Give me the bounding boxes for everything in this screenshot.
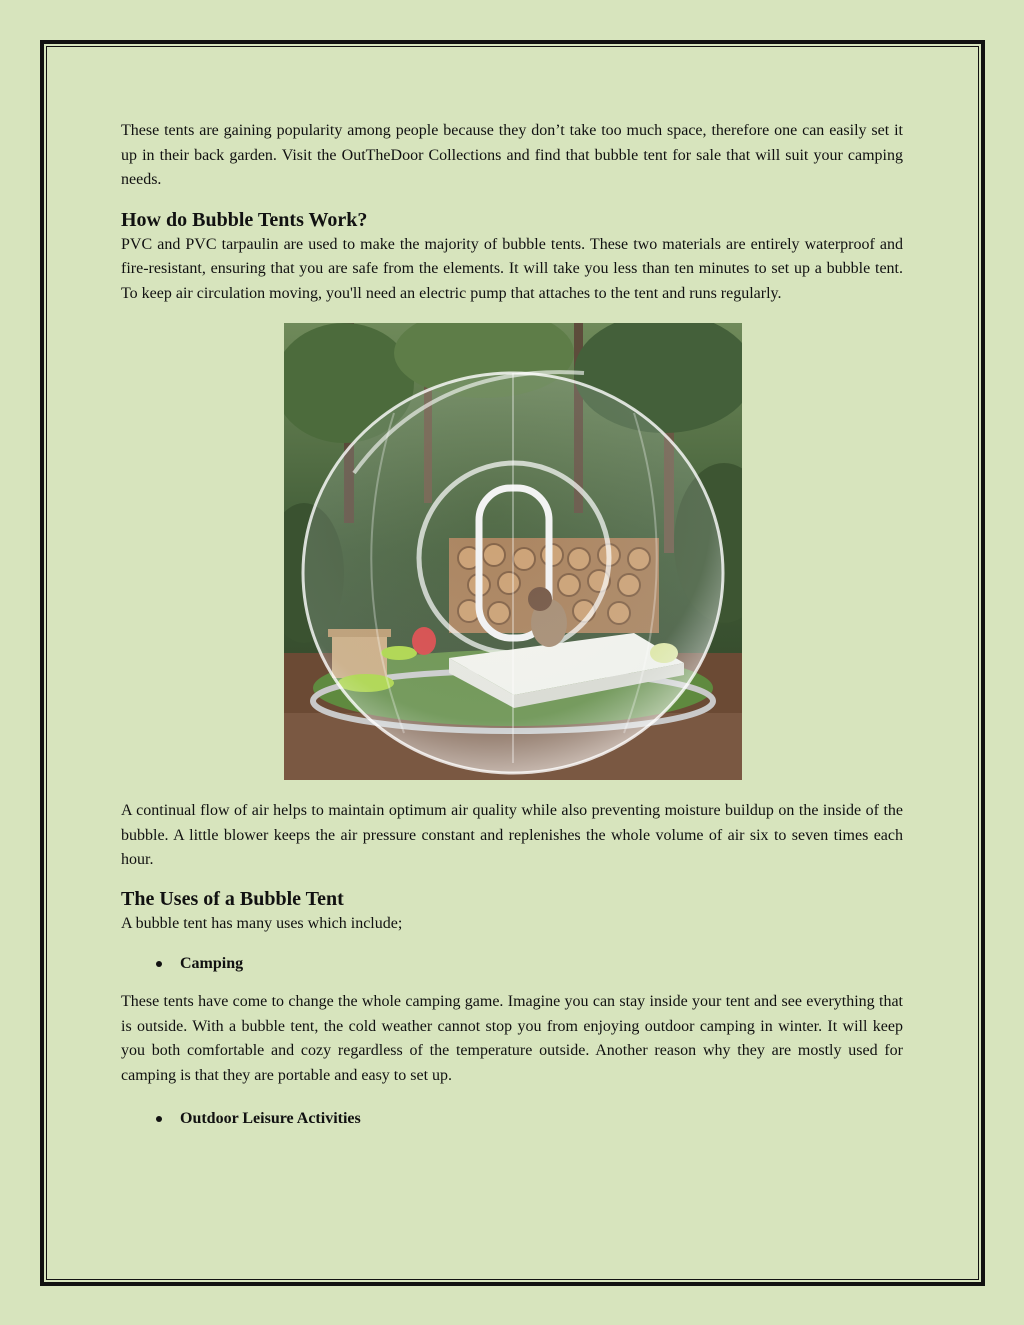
bullet-label: Outdoor Leisure Activities [180, 1110, 361, 1127]
how-paragraph: PVC and PVC tarpaulin are used to make the majority of bubble tents. These two materials are entirely waterproof and fire-resistant, ensuring that you are safe from the elements. It will take you less than ten minutes to set up a bubble tent. To keep air circulation moving, you'll need an electric pump that attaches to the tent and runs regularly. [121, 235, 903, 302]
bullet-dot-icon [156, 1116, 162, 1122]
uses-intro-paragraph: A bubble tent has many uses which include; [121, 914, 403, 932]
bullet-item-outdoor-leisure [121, 1107, 903, 1131]
air-flow-paragraph: A continual flow of air helps to maintain optimum air quality while also preventing moisture buildup on the inside of the bubble. A little blower keeps the air pressure constant and replenishes the whole volume of air six to seven times each hour. [121, 802, 903, 868]
intro-paragraph: These tents are gaining popularity among people because they don’t take too much space, therefore one can easily set it up in their back garden. Visit the OutTheDoor Collections and find that bubble tent for sale that will suit your camping needs. [121, 122, 903, 188]
document-body [121, 119, 903, 1145]
camping-paragraph: These tents have come to change the whole camping game. Imagine you can stay inside your tent and see everything that is outside. With a bubble tent, the cold weather cannot stop you from enjoying outdoor camping in winter. It will keep you both comfortable and cozy regardless of the temperature outside. Another reason why they are mostly used for camping is that they are portable and easy to set up. [121, 993, 903, 1084]
heading-how-bubble-tents-work: How do Bubble Tents Work? [121, 208, 368, 231]
heading-uses-of-bubble-tent: The Uses of a Bubble Tent [121, 887, 344, 910]
bullet-dot-icon [156, 961, 162, 967]
bullet-item-camping [121, 952, 903, 976]
bullet-label: Camping [180, 955, 244, 972]
bubble-tent-photo [284, 323, 742, 780]
